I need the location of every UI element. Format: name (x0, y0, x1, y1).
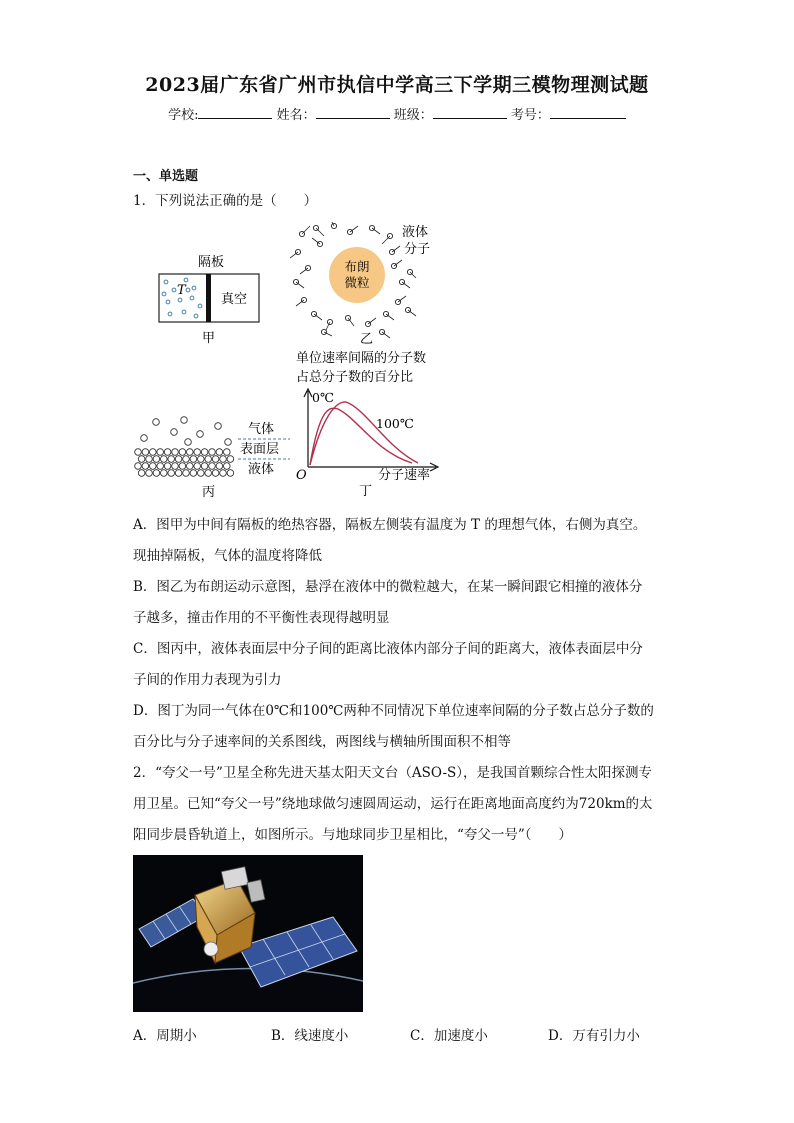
velocity-arrow (394, 260, 402, 266)
molecule-dot (141, 435, 148, 442)
molecule-dot (161, 456, 168, 463)
name-label: 姓名： (276, 108, 316, 123)
partition-label: 隔板 (198, 255, 225, 270)
molecule-dot (185, 439, 192, 446)
molecule-dot (205, 470, 212, 477)
molecule-dot (212, 456, 219, 463)
q2-line1: 2．“夸父一号”卫星全称先进天基太阳天文台（ASO-S），是我国首颗综合性太阳探测专 (133, 765, 653, 781)
molecule-dot (175, 470, 182, 477)
fig-jia (150, 250, 270, 345)
q1-stem: 1．下列说法正确的是（ ） (133, 193, 318, 209)
q1-option-b-line1: B．图乙为布朗运动示意图，悬浮在液体中的微粒越大，在某一瞬间跟它相撞的液体分 (133, 579, 643, 595)
molecule-dot (216, 463, 223, 470)
velocity-arrow (312, 238, 320, 244)
particle-label-2: 微粒 (344, 275, 370, 290)
molecule-dot (175, 456, 182, 463)
satellite-image (133, 855, 363, 1012)
molecule-dot (157, 463, 164, 470)
name-blank[interactable] (316, 106, 390, 119)
velocity-arrow (290, 252, 298, 258)
q2-line2: 用卫星。已知“夸父一号”绕地球做匀速圆周运动，运行在距离地面高度约为720km的太 (133, 796, 653, 812)
temperature-label: T (177, 283, 186, 298)
molecule-dot (186, 288, 190, 292)
gas-label: 气体 (248, 422, 275, 437)
molecule-dot (212, 470, 219, 477)
molecule-dot (187, 449, 194, 456)
page-title: 2023届广东省广州市执信中学高三下学期三模物理测试题 (145, 74, 649, 96)
velocity-arrow (348, 318, 354, 326)
molecule-dot (194, 463, 201, 470)
partition-bar (206, 274, 211, 322)
molecule-dot (179, 463, 186, 470)
school-blank[interactable] (198, 106, 272, 119)
school-label: 学校: (168, 108, 199, 123)
fig-ding (286, 347, 446, 499)
liquid-label-2: 分子 (404, 242, 431, 257)
class-label: 班级： (393, 108, 433, 123)
molecule-dot (215, 423, 222, 430)
molecule-dot (190, 456, 197, 463)
molecule-dot (146, 470, 153, 477)
molecule-dot (153, 470, 160, 477)
molecule-dot (201, 449, 208, 456)
fig-ding-caption: 丁 (359, 484, 373, 499)
fig-yi (290, 222, 440, 347)
velocity-arrow (300, 268, 308, 274)
velocity-arrow (296, 282, 304, 288)
molecule-dot (227, 456, 234, 463)
molecule-dot (135, 463, 142, 470)
velocity-arrow (314, 314, 322, 320)
fig-jia-caption: 甲 (202, 331, 216, 345)
velocity-arrow (402, 282, 410, 288)
fig-bing (130, 412, 290, 500)
molecule-dot (194, 449, 201, 456)
molecule-dot (209, 463, 216, 470)
q1-option-a-line1: A．图甲为中间有隔板的绝热容器，隔板左侧装有温度为 T 的理想气体，右侧为真空。 (133, 517, 647, 533)
molecule-dot (198, 304, 202, 308)
molecule-dot (224, 449, 231, 456)
molecule-dot (161, 470, 168, 477)
molecule-dot (162, 292, 166, 296)
molecule-dot (224, 463, 231, 470)
q1-option-d[interactable] (133, 696, 673, 758)
molecule-dot (157, 449, 164, 456)
molecule-dot (183, 470, 190, 477)
molecule-dot (168, 470, 175, 477)
molecule-dot (172, 463, 179, 470)
vacuum-label: 真空 (221, 292, 248, 307)
molecule-dot (198, 456, 205, 463)
velocity-arrow (382, 236, 390, 244)
molecule-dot (150, 463, 157, 470)
q1-option-d-line2: 百分比与分子速率间的关系图线，两图线与横轴所围面积不相等 (133, 734, 511, 750)
molecule-dot (182, 310, 186, 314)
molecule-dot (171, 429, 178, 436)
molecule-dot (194, 314, 198, 318)
molecule-dot (209, 449, 216, 456)
molecule-dot (150, 449, 157, 456)
surface-molecules (135, 417, 234, 477)
q1-option-c[interactable] (133, 634, 673, 696)
molecule-dot (201, 463, 208, 470)
student-info-line (0, 104, 794, 123)
liquid-label: 液体 (248, 462, 275, 477)
q1-option-a-line2: 现抽掉隔板，气体的温度将降低 (133, 548, 322, 564)
q1-options (133, 510, 673, 758)
molecule-dot (164, 463, 171, 470)
velocity-arrow (296, 300, 304, 306)
exam-number-label: 考号： (510, 108, 550, 123)
origin-label: O (296, 468, 307, 483)
curve-100c-label: 100℃ (376, 416, 414, 431)
molecule-dot (135, 449, 142, 456)
molecule-dot (184, 278, 188, 282)
velocity-arrow (386, 314, 394, 320)
q1-option-c-line2: 子间的作用力表现为引力 (133, 672, 282, 688)
molecule-dot (168, 456, 175, 463)
q2-option-d[interactable]: D．万有引力小 (548, 1028, 640, 1044)
q1-option-a[interactable] (133, 510, 673, 572)
molecule-dot (172, 449, 179, 456)
molecule-dot (220, 470, 227, 477)
velocity-arrow (368, 318, 376, 324)
q1-option-d-line1: D．图丁为同一气体在0℃和100℃两种不同情况下单位速率间隔的分子数占总分子数的 (133, 703, 654, 719)
velocity-arrow (398, 296, 406, 302)
velocity-arrow (408, 310, 416, 316)
molecule-dot (220, 456, 227, 463)
molecule-dot (187, 463, 194, 470)
curve-0c-label: 0℃ (312, 390, 334, 405)
q2-option-b[interactable]: B．线速度小 (271, 1028, 349, 1044)
molecule-dot (138, 470, 145, 477)
velocity-arrow (372, 228, 380, 234)
exam-number-blank[interactable] (550, 106, 626, 119)
molecule-dot (197, 431, 204, 438)
ding-ylabel-1: 单位速率间隔的分子数 (296, 351, 427, 366)
q1-option-b[interactable] (133, 572, 673, 634)
molecule-dot (164, 449, 171, 456)
velocity-arrow (316, 228, 324, 236)
q1-option-c-line1: C．图丙中，液体表面层中分子间的距离比液体内部分子间的距离大，液体表面层中分 (133, 641, 643, 657)
molecule-dot (190, 296, 194, 300)
particle-label-1: 布朗 (344, 259, 370, 274)
molecule-dot (153, 456, 160, 463)
molecule-dot (146, 456, 153, 463)
q1-option-b-line2: 子越多，撞击作用的不平衡性表现得越明显 (133, 610, 390, 626)
fig-bing-caption: 丙 (202, 485, 216, 500)
molecule-dot (192, 286, 196, 290)
molecule-dot (205, 456, 212, 463)
molecule-dot (138, 456, 145, 463)
fig-yi-caption: 乙 (360, 332, 374, 347)
q2-stem (133, 758, 673, 851)
velocity-arrow (350, 226, 358, 232)
molecule-dot (178, 298, 182, 302)
molecule-dot (216, 449, 223, 456)
molecule-dot (227, 470, 234, 477)
molecule-dot (190, 470, 197, 477)
molecule-dot (142, 463, 149, 470)
molecule-dot (183, 456, 190, 463)
q2-option-c[interactable]: C．加速度小 (410, 1028, 488, 1044)
molecule-dot (164, 280, 168, 284)
liquid-label-1: 液体 (402, 225, 429, 240)
section-heading: 一、单选题 (133, 169, 199, 184)
molecule-dot (142, 449, 149, 456)
earth (133, 965, 363, 1012)
q2-line3: 阳同步晨昏轨道上，如图所示。与地球同步卫星相比，“夸父一号”（ ） (133, 827, 573, 843)
molecule-dot (166, 300, 170, 304)
molecule-dot (181, 417, 188, 424)
ding-xlabel: 分子速率 (378, 468, 431, 483)
molecule-dot (225, 439, 232, 446)
molecule-dot (153, 419, 160, 426)
q2-option-a[interactable]: A．周期小 (133, 1028, 197, 1044)
class-blank[interactable] (433, 106, 507, 119)
molecule-dot (198, 470, 205, 477)
ding-ylabel-2: 占总分子数的百分比 (296, 370, 414, 385)
velocity-arrow (382, 332, 390, 338)
molecule-dot (168, 312, 172, 316)
surface-layer-label: 表面层 (240, 442, 280, 457)
molecule-dot (179, 449, 186, 456)
velocity-arrow (302, 226, 310, 234)
velocity-arrow (392, 246, 400, 252)
velocity-arrow (410, 272, 416, 278)
molecule-dot (172, 288, 176, 292)
